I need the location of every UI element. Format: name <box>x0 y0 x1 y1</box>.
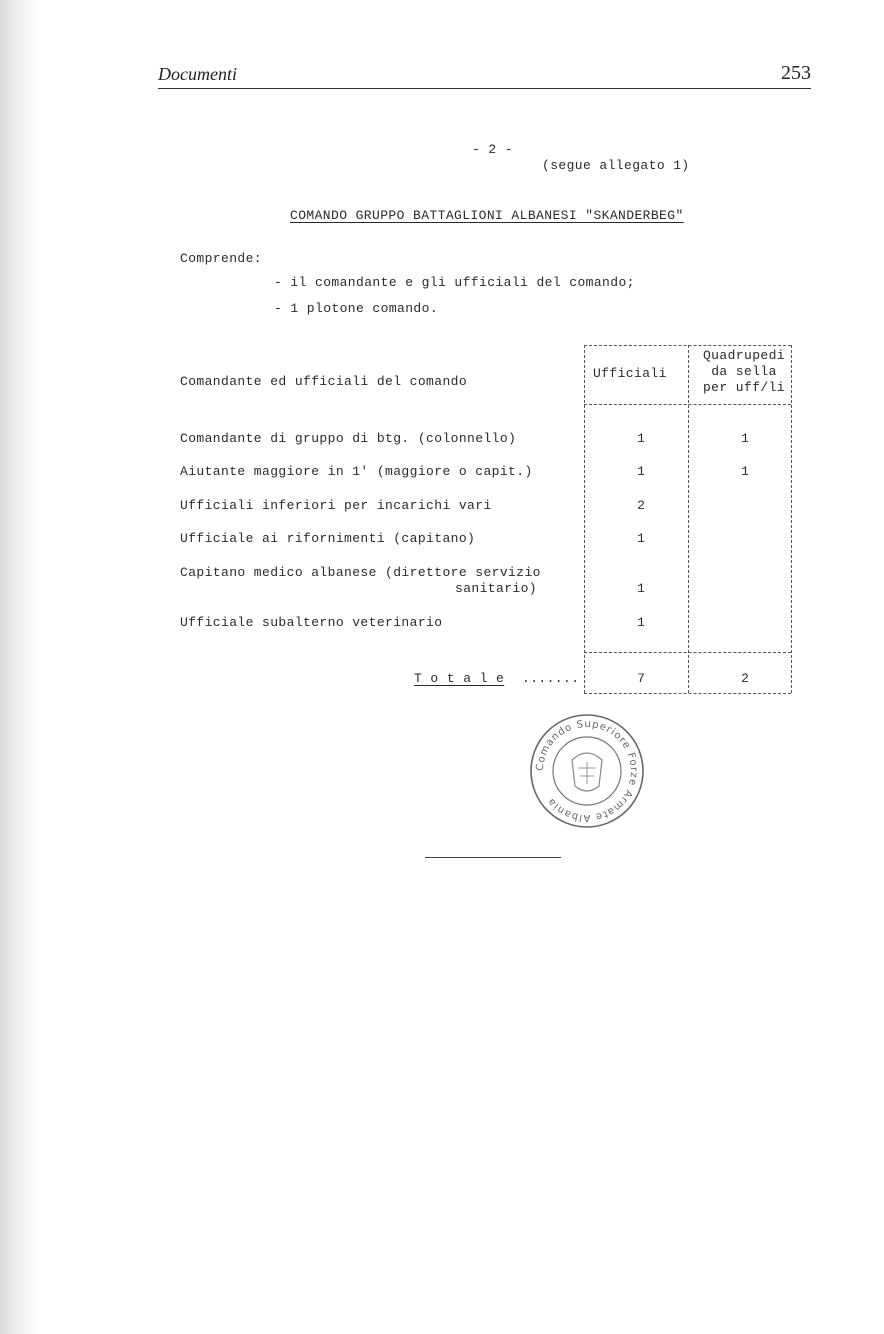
page-number: 253 <box>781 62 811 84</box>
official-stamp-icon <box>528 712 646 830</box>
cell-ufficiali: 1 <box>637 581 645 596</box>
total-leader: ....... <box>522 671 580 686</box>
table-caption: Comandante ed ufficiali del comando <box>180 374 468 389</box>
cell-quadrupedi: 1 <box>741 431 749 446</box>
row-label: Aiutante maggiore in 1' (maggiore o capit.) <box>180 464 533 479</box>
column-header-quadrupedi: da sella <box>711 364 777 379</box>
row-label: Ufficiali inferiori per incarichi vari <box>180 498 492 513</box>
cell-quadrupedi: 1 <box>741 464 749 479</box>
page-marker: - 2 - <box>472 142 514 157</box>
table-rule <box>791 345 792 693</box>
row-label: Comandante di gruppo di btg. (colonnello) <box>180 431 517 446</box>
page-gutter-shadow <box>0 0 40 1334</box>
table-rule <box>584 404 791 405</box>
table-rule <box>584 345 791 346</box>
running-header <box>158 62 811 89</box>
section-title: Documenti <box>158 64 237 84</box>
cell-ufficiali: 2 <box>637 498 645 513</box>
total-quadrupedi: 2 <box>741 671 749 686</box>
cell-ufficiali: 1 <box>637 615 645 630</box>
svg-text:Comando Superiore Forze Armate: Comando Superiore Forze Armate Albania <box>534 718 640 824</box>
table-rule <box>584 693 791 694</box>
table-rule <box>584 652 791 653</box>
row-label: Ufficiale subalterno veterinario <box>180 615 443 630</box>
column-header-ufficiali: Ufficiali <box>593 366 667 381</box>
document-title: COMANDO GRUPPO BATTAGLIONI ALBANESI "SKANDERBEG" <box>290 208 684 223</box>
total-label: T o t a l e <box>414 671 505 686</box>
column-header-quadrupedi: per uff/li <box>702 380 785 395</box>
comprende-label: Comprende: <box>180 251 263 266</box>
cell-ufficiali: 1 <box>637 531 645 546</box>
row-label: Ufficiale ai rifornimenti (capitano) <box>180 531 476 546</box>
end-rule <box>425 857 561 858</box>
row-label: Capitano medico albanese (direttore servizio <box>180 565 541 580</box>
column-header-quadrupedi: Quadrupedi <box>702 348 785 363</box>
list-item: - 1 plotone comando. <box>274 301 439 316</box>
table-rule <box>584 345 585 693</box>
row-label-continued: sanitario) <box>455 581 538 596</box>
cell-ufficiali: 1 <box>637 431 645 446</box>
annex-note: (segue allegato 1) <box>542 158 690 173</box>
total-ufficiali: 7 <box>637 671 645 686</box>
table-rule <box>688 345 689 693</box>
cell-ufficiali: 1 <box>637 464 645 479</box>
list-item: - il comandante e gli ufficiali del comando; <box>274 275 635 290</box>
